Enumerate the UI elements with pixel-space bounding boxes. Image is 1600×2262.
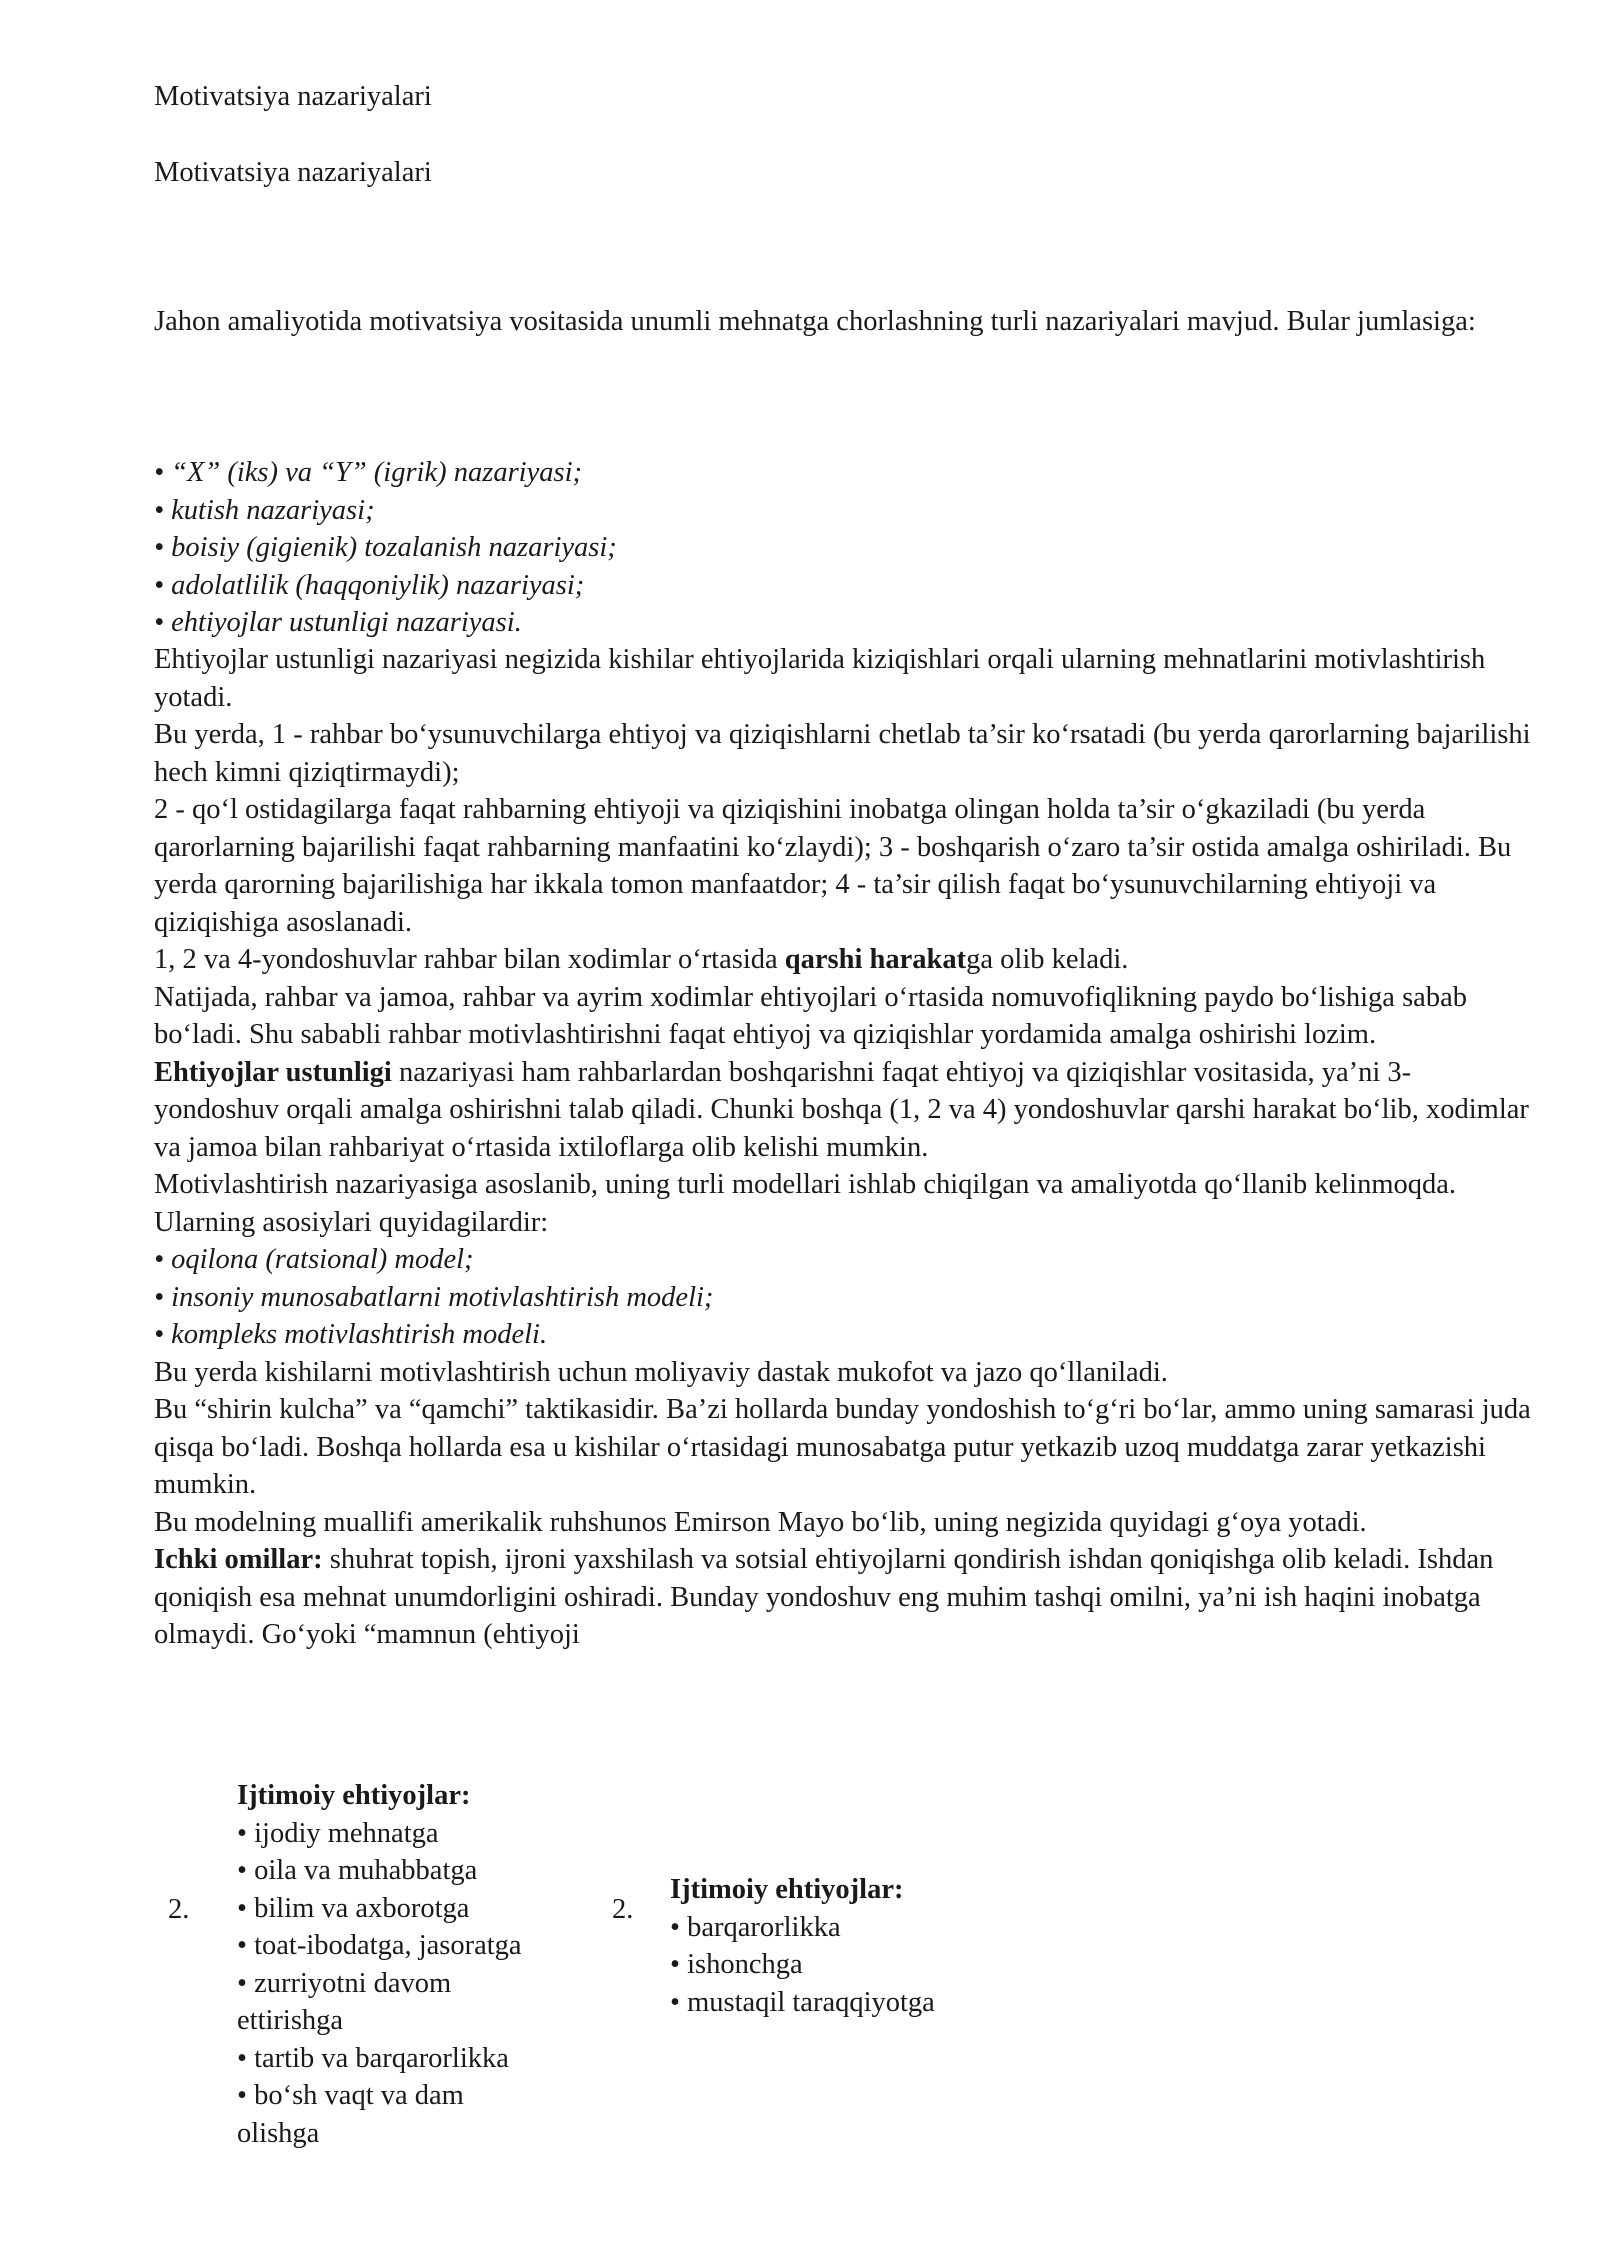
row-number: 2.: [168, 1894, 190, 1925]
paragraph: [154, 1054, 1534, 1167]
text-run: 1, 2 va 4-yondoshuvlar rahbar bilan xodimlar o‘rtasida: [154, 944, 785, 975]
text-run: ga olib keladi.: [966, 944, 1129, 975]
bold-text: Ichki omillar:: [154, 1544, 323, 1575]
paragraph: [154, 941, 1534, 979]
intro-paragraph: Jahon amaliyotida motivatsiya vositasida unumli mehnatga chorlashning turli nazariyalari mavjud. Bular jumlasiga:: [154, 306, 1476, 337]
paragraph: Natijada, rahbar va jamoa, rahbar va ayrim xodimlar ehtiyojlari o‘rtasida nomuvofiqlikning paydo bo‘lishiga sabab bo‘ladi. Shu sababli rahbar motivlashtirishni faqat ehtiyoj va qiziqishlar yordamida amalga oshirishi lozim.: [154, 981, 1467, 1050]
paragraph: Ehtiyojlar ustunligi nazariyasi negizida kishilar ehtiyojlarida kiziqishlari orqali ularning mehnatlarini motivlashtirish yotadi.: [154, 644, 1486, 713]
paragraph: Bu yerda, 1 - rahbar bo‘ysunuvchilarga ehtiyoj va qiziqishlarni chetlab ta’sir ko‘rsatadi (bu yerda qarorlarning bajarilishi hech kimni qiziqtirmaydi);: [154, 719, 1531, 788]
row-number: 2.: [612, 1894, 634, 1925]
theories-list: [154, 454, 1534, 642]
list-item: • adolatlilik (haqqoniylik) nazariyasi;: [154, 569, 585, 601]
list-item: • insoniy munosabatlarni motivlashtirish modeli;: [154, 1281, 714, 1313]
bold-text: qarshi harakat: [784, 944, 967, 975]
list-item: • barqarorlikka: [670, 1911, 841, 1943]
paragraph: Bu “shirin kulcha” va “qamchi” taktikasidir. Ba’zi hollarda bunday yondoshish to‘g‘ri bo‘lar, ammo uning samarasi juda qisqa bo‘ladi. Boshqa hollarda esa u kishilar o‘rtasidagi munosabatga putur yetkazib uzoq muddatga zarar yetkazishi mumkin.: [154, 1394, 1531, 1500]
cell-heading: Ijtimoiy ehtiyojlar:: [670, 1874, 904, 1905]
list-item: • oqilona (ratsional) model;: [154, 1244, 474, 1275]
text-run: nazariyasi ham rahbarlardan boshqarishni faqat ehtiyoj va qiziqishlar vositasida, ya’ni 3-yondoshuv orqali amalga oshirishni talab qiladi. Chunki boshqa (1, 2 va 4) yondoshuvlar qarshi harakat bo‘lib, xodimlar va jamoa bilan rahbariyat o‘rtasida ixtiloflarga olib kelishi mumkin.: [154, 1056, 1529, 1163]
list-item: • kompleks motivlashtirish modeli.: [154, 1319, 548, 1350]
paragraph: Motivlashtirish nazariyasiga asoslanib, uning turli modellari ishlab chiqilgan va amaliyotda qo‘llanib kelinmoqda. Ularning asosiylari quyidagilardir:: [154, 1169, 1457, 1238]
paragraph: Bu modelning muallifi amerikalik ruhshunos Emirson Mayo bo‘lib, uning negizida quyidagi g‘oya yotadi.: [154, 1506, 1367, 1538]
list-item: • oila va muhabbatga: [237, 1855, 478, 1886]
list-item: • ehtiyojlar ustunligi nazariyasi.: [154, 607, 522, 638]
list-item: • toat-ibodatga, jasoratga: [237, 1930, 522, 1961]
paragraph: [154, 1541, 1534, 1654]
table-cell: [237, 1777, 577, 2152]
table-cell: [670, 1871, 1070, 2021]
list-item: • boisiy (gigienik) tozalanish nazariyasi;: [154, 532, 617, 563]
paragraph: Bu yerda kishilarni motivlashtirish uchun moliyaviy dastak mukofot va jazo qo‘llaniladi.: [154, 1356, 1168, 1388]
list-item: • bo‘sh vaqt va dam olishga: [237, 2080, 464, 2149]
text-run: shuhrat topish, ijroni yaxshilash va sotsial ehtiyojlarni qondirish ishdan qoniqishga olib keladi. Ishdan qoniqish esa mehnat unumdorligini oshiradi. Bunday yondoshuv eng muhim tashqi omilni, ya’ni ish haqini inobatga olmaydi. Go‘yoki “mamnun (ehtiyoji: [154, 1544, 1494, 1650]
list-item: • kutish nazariyasi;: [154, 494, 375, 526]
bold-text: Ehtiyojlar ustunligi: [154, 1056, 392, 1088]
body-text: [154, 641, 1534, 1654]
list-item: • tartib va barqarorlikka: [237, 2042, 509, 2074]
cell-heading: Ijtimoiy ehtiyojlar:: [237, 1780, 471, 1811]
document-title: Motivatsiya nazariyalari: [154, 81, 432, 112]
list-item: • ijodiy mehnatga: [237, 1817, 439, 1849]
paragraph: 2 - qo‘l ostidagilarga faqat rahbarning ehtiyoji va qiziqishini inobatga olingan holda ta’sir o‘gkaziladi (bu yerda qarorlarning bajarilishi faqat rahbarning manfaatini ko‘zlaydi); 3 - boshqarish o‘zaro ta’sir ostida amalga oshiriladi. Bu yerda qarorning bajarilishiga har ikkala tomon manfaatdor; 4 - ta’sir qilish faqat bo‘ysunuvchilarning ehtiyoji va qiziqishiga asoslanadi.: [154, 794, 1512, 938]
list-item: • zurriyotni davom ettirishga: [237, 1967, 452, 2036]
list-item: • “X” (iks) va “Y” (igrik) nazariyasi;: [154, 457, 582, 488]
list-item: • ishonchga: [670, 1949, 803, 1980]
document-subtitle: Motivatsiya nazariyalari: [154, 157, 432, 188]
list-item: • mustaqil taraqqiyotga: [670, 1986, 935, 2018]
list-item: • bilim va axborotga: [237, 1892, 470, 1924]
